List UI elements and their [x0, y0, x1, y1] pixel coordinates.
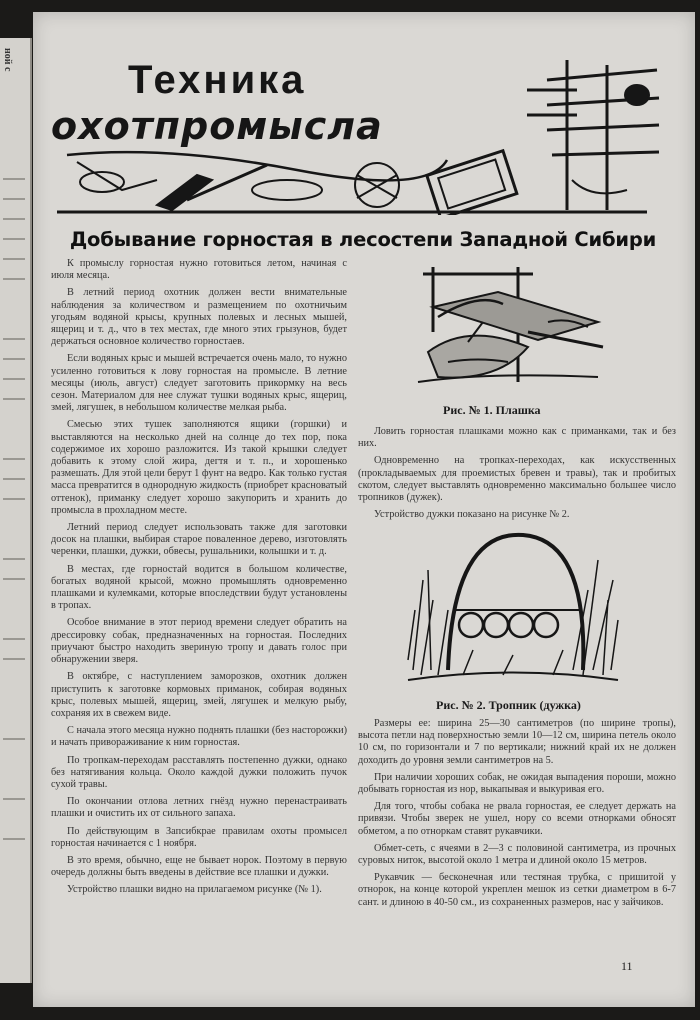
paragraph: Ловить горностая плашками можно как с приманками, так и без них. — [358, 426, 676, 450]
paragraph: По действующим в Запсибкрае правилам охоты промысел горностая начинается с 1 ноября. — [51, 825, 347, 849]
paragraph: Устройство плашки видно на прилагаемом рисунке (№ 1). — [67, 884, 322, 896]
masthead-title-line1: Техника — [128, 58, 307, 102]
paragraph: При наличии хороших собак, не ожидая выпадения пороши, можно добывать горностая из нор, выкапывая и выкуривая его. — [358, 771, 676, 796]
paragraph: Летний период следует использовать также для заготовки досок на плашки, выбирая старое поваленное дерево, изготовлять черенки, плашки, дужки, обвесы, рушальники, колышки и т. д. — [51, 522, 347, 558]
figure-2-tropnik-illustration — [403, 520, 623, 685]
paragraph: Особое внимание в этот период времени следует обратить на дрессировку собак, предназначенных на горностая. Последних приучают быстро находить звериную тропу и давать голос при обнаружении зверя. — [51, 617, 347, 666]
paragraph: В это время, обычно, еще не бывает норок. Поэтому в первую очередь должны быть введены в действие все плашки и дужки. — [51, 854, 347, 879]
paragraph: Для того, чтобы собака не рвала горностая, ее следует держать на привязи. Чтобы зверек не ушел, нору со всеми отнорками обносят обметом, а по отноркам ставят рукавчики. — [358, 801, 676, 837]
paragraph: Смесью этих тушек заполняются ящики (горшки) и выставляются на несколько дней на солнце до тех пор, пока содержимое их хорошо разложится. Из такой крышки следует добавить к этому слой жира, дегтя и т. п., и хорошенько размешать. Для этой цели берут 1 фунт на ведро. Как только густая масса превратится в однородную жидкость (приобрет красноватый оттенок), приманку следует хорошо закупорить и хранить до промысла в прохладном месте. — [51, 419, 347, 516]
figure-1-caption: Рис. № 1. Плашка — [443, 403, 541, 417]
masthead-title-line2: охотпромысла — [51, 104, 383, 148]
figure-1-plashka-illustration — [408, 262, 608, 387]
paragraph: В местах, где горностай водится в большом количестве, богатых водяной крысой, можно промышлять одновременно плашками и кулемками, которые впоследствии будут установлены в тропах. — [51, 563, 347, 612]
paragraph: С начала этого месяца нужно поднять плашки (без насторожки) и начать привораживание к ним горностая. — [51, 725, 347, 749]
magazine-page — [33, 12, 695, 1007]
adjacent-page-edge — [0, 38, 32, 983]
paragraph: Если водяных крыс и мышей встречается очень мало, то нужно усиленно готовиться к лову горностая на промысле. В летние месяцы (июль, август) следует заготовить прикормку на весь сезон. Материалом для нее служат тушки водяных крыс, ящериц, змей, лягушек, в небольшом количестве мелкая рыба. — [51, 353, 347, 414]
paragraph: По окончании отлова летних гнёзд нужно перенастраивать плашки и очистить их от сильного запаха. — [51, 796, 347, 820]
paragraph: К промыслу горностая нужно готовиться летом, начиная с июля месяца. — [51, 258, 347, 282]
article-headline: Добывание горностая в лесостепи Западной Сибири — [69, 228, 657, 251]
left-column — [51, 258, 347, 958]
paragraph: В летний период охотник должен вести внимательные наблюдения за количеством и размещением по охотничьим угодьям водяной крысы, крупных полевых и лесных мышей, ящериц и т. д., что в тех местах, где много этих грызунов, будет держаться основное количество горностаев. — [51, 287, 347, 348]
paragraph: Одновременно на тропках-переходах, как искусственных (прокладываемых для проемистых бревен и травы), так и пробитых скотом, следует выставлять одновременно максимально большее число тропников (дужек). — [358, 455, 676, 504]
adjacent-page-text: ной с — [2, 48, 13, 72]
right-column-lower — [358, 718, 676, 914]
figure-2-caption: Рис. № 2. Тропник (дужка) — [436, 698, 581, 712]
paragraph: Обмет-сеть, с ячеями в 2—3 с половиной сантиметра, из прочных суровых ниток, высотой около 1 метра и длиной около 15 метров. — [358, 842, 676, 867]
paragraph: По тропкам-переходам расставлять постепенно дужки, однако без натягивания кольца. Около каждой дужки положить пучок сухой травы. — [51, 754, 347, 790]
paragraph: Устройство дужки показано на рисунке № 2. — [374, 509, 570, 521]
paragraph: Рукавчик — бесконечная или тестяная трубка, с пришитой у отнорок, на конце которой укреплен мешок из сетки диаметром в 6-7 сант. и длиною в 40-50 см., из сохраненных размеров, нас у зайчиков. — [358, 872, 676, 908]
right-column-upper — [358, 426, 676, 526]
paragraph: В октябре, с наступлением заморозков, охотник должен приступить к заготовке кормовых приманок, собирая водяных крыс, полевых мышей, ящериц, змей, лягушек и мелкую рыбу, сохраняя их в свежем виде. — [51, 671, 347, 719]
paragraph: Размеры ее: ширина 25—30 сантиметров (по ширине тропы), высота петли над поверхностью земли 10—12 см, ширина петель около 10 см, по горизонтали и 7 по вертикали; нижний край их не должен доходить до уровня земли сантиметров на 5. — [358, 718, 676, 766]
page-number: 11 — [621, 959, 633, 973]
